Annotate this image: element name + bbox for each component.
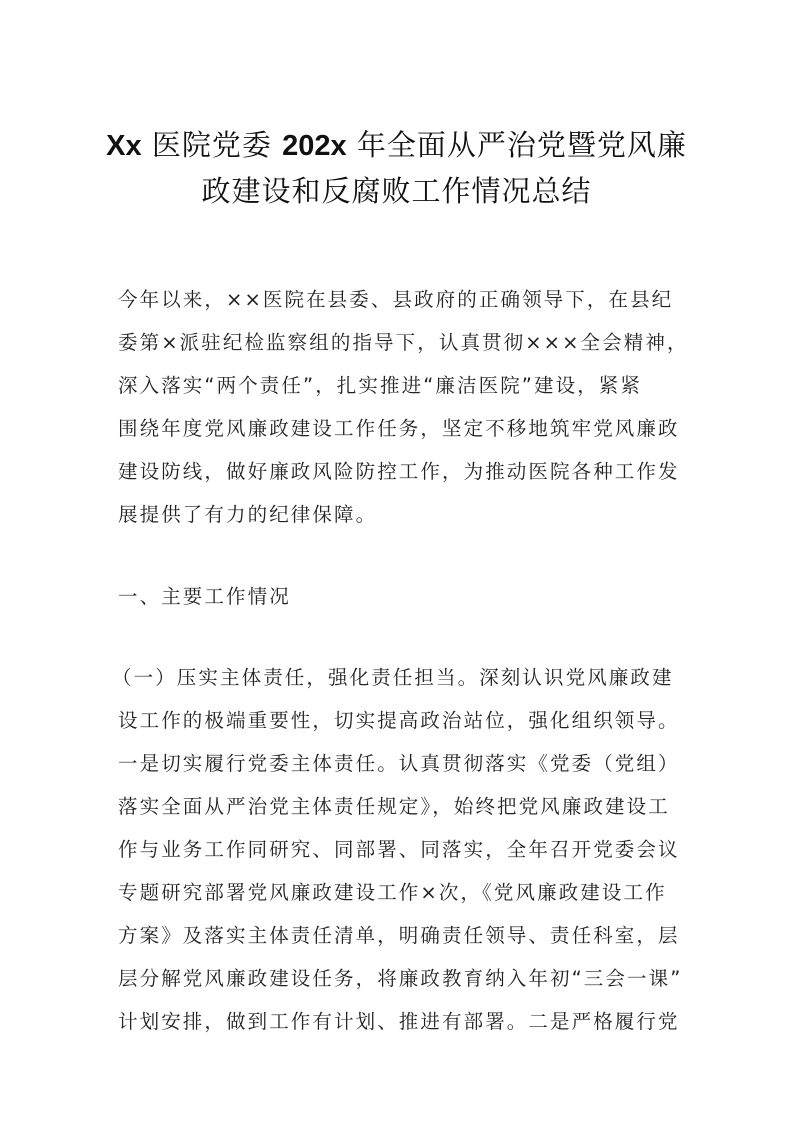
document-title-line-1	[0, 128, 793, 163]
paragraph-line: 作与业务工作同研究、同部署、同落实，全年召开党委会议	[118, 838, 680, 861]
paragraph-line: 建设防线，做好廉政风险防控工作，为推动医院各种工作发	[118, 460, 680, 483]
section-heading: 一、主要工作情况	[118, 585, 291, 608]
paragraph-line: 深入落实“两个责任”，扎实推进“廉洁医院”建设，紧紧	[118, 374, 643, 397]
title-part-1: 医院党委	[141, 128, 283, 162]
paragraph-line: 今年以来，××医院在县委、县政府的正确领导下，在县纪	[118, 288, 674, 311]
paragraph-line: 委第×派驻纪检监察组的指导下，认真贯彻×××全会精神，	[118, 331, 689, 354]
paragraph-line: 展提供了有力的纪律保障。	[118, 503, 378, 526]
paragraph-line: 方案》及落实主体责任清单，明确责任领导、责任科室，层	[118, 924, 680, 947]
paragraph-line: 围绕年度党风廉政建设工作任务，坚定不移地筑牢党风廉政	[118, 417, 680, 440]
paragraph-line: 设工作的极端重要性，切实提高政治站位，强化组织领导。	[118, 709, 680, 732]
paragraph-line: 层分解党风廉政建设任务，将廉政教育纳入年初“三会一课”	[118, 967, 683, 990]
title-year: 202x	[282, 130, 347, 162]
paragraph-line: （一）压实主体责任，强化责任担当。深刻认识党风廉政建	[112, 666, 674, 689]
paragraph-line: 专题研究部署党风廉政建设工作×次，《党风廉政建设工作	[118, 881, 667, 904]
title-prefix: Xx	[106, 130, 142, 162]
document-title-line-2: 政建设和反腐败工作情况总结	[201, 174, 592, 208]
paragraph-line: 计划安排，做到工作有计划、推进有部署。二是严格履行党	[118, 1010, 680, 1033]
paragraph-line: 一是切实履行党委主体责任。认真贯彻落实《党委（党组）	[118, 752, 680, 775]
title-part-2: 年全面从严治党暨党风廉	[346, 128, 687, 162]
paragraph-line: 落实全面从严治党主体责任规定》，始终把党风廉政建设工	[118, 795, 670, 818]
